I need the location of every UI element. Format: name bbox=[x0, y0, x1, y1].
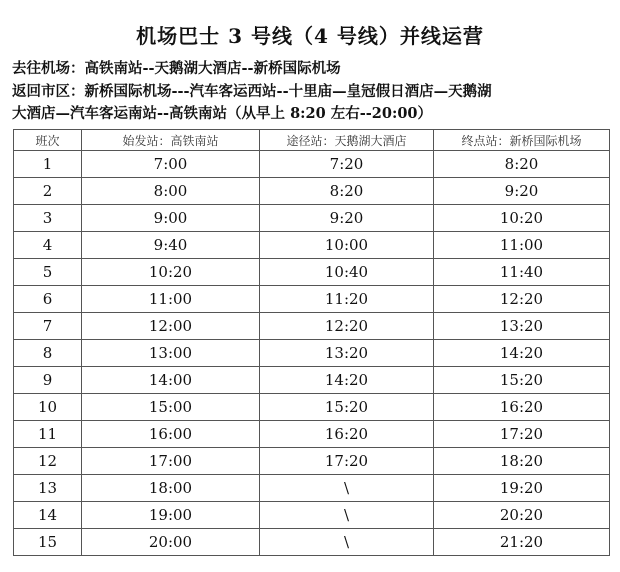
table-row bbox=[14, 232, 610, 259]
route-outbound: 去往机场：高铁南站--天鹅湖大酒店--新桥国际机场 bbox=[12, 60, 341, 77]
departure-time-cell: 18:00 bbox=[82, 475, 260, 502]
table-row bbox=[14, 448, 610, 475]
departure-time-cell: 8:00 bbox=[82, 178, 260, 205]
table-row bbox=[14, 502, 610, 529]
table-row bbox=[14, 529, 610, 556]
departure-time-cell: 17:00 bbox=[82, 448, 260, 475]
table-row bbox=[14, 259, 610, 286]
departure-time-cell: 16:00 bbox=[82, 421, 260, 448]
trip-number-cell: 6 bbox=[14, 286, 82, 313]
schedule-table bbox=[13, 129, 610, 556]
table-row bbox=[14, 205, 610, 232]
header-via-station: 途径站：天鹅湖大酒店 bbox=[260, 130, 434, 151]
arrival-time-cell: 21:20 bbox=[434, 529, 610, 556]
route-return-line-1: 返回市区：新桥国际机场---汽车客运西站--十里庙—皇冠假日酒店—天鹅湖 bbox=[12, 83, 492, 100]
table-row bbox=[14, 367, 610, 394]
table-row bbox=[14, 151, 610, 178]
arrival-time-cell: 11:00 bbox=[434, 232, 610, 259]
via-time-cell: 8:20 bbox=[260, 178, 434, 205]
arrival-time-cell: 10:20 bbox=[434, 205, 610, 232]
via-time-cell: \ bbox=[260, 475, 434, 502]
departure-time-cell: 15:00 bbox=[82, 394, 260, 421]
departure-time-cell: 14:00 bbox=[82, 367, 260, 394]
departure-time-cell: 7:00 bbox=[82, 151, 260, 178]
header-trip-number: 班次 bbox=[14, 130, 82, 151]
via-time-cell: 10:40 bbox=[260, 259, 434, 286]
departure-time-cell: 11:00 bbox=[82, 286, 260, 313]
trip-number-cell: 7 bbox=[14, 313, 82, 340]
table-row bbox=[14, 394, 610, 421]
trip-number-cell: 1 bbox=[14, 151, 82, 178]
departure-time-cell: 9:00 bbox=[82, 205, 260, 232]
via-time-cell: 10:00 bbox=[260, 232, 434, 259]
arrival-time-cell: 15:20 bbox=[434, 367, 610, 394]
trip-number-cell: 9 bbox=[14, 367, 82, 394]
departure-time-cell: 9:40 bbox=[82, 232, 260, 259]
departure-time-cell: 19:00 bbox=[82, 502, 260, 529]
arrival-time-cell: 11:40 bbox=[434, 259, 610, 286]
arrival-time-cell: 12:20 bbox=[434, 286, 610, 313]
trip-number-cell: 11 bbox=[14, 421, 82, 448]
departure-time-cell: 20:00 bbox=[82, 529, 260, 556]
via-time-cell: 9:20 bbox=[260, 205, 434, 232]
table-row bbox=[14, 340, 610, 367]
via-time-cell: 11:20 bbox=[260, 286, 434, 313]
page-title: 机场巴士 3 号线（4 号线）并线运营 bbox=[136, 24, 484, 48]
arrival-time-cell: 9:20 bbox=[434, 178, 610, 205]
trip-number-cell: 3 bbox=[14, 205, 82, 232]
trip-number-cell: 12 bbox=[14, 448, 82, 475]
via-time-cell: 16:20 bbox=[260, 421, 434, 448]
trip-number-cell: 4 bbox=[14, 232, 82, 259]
via-time-cell: \ bbox=[260, 502, 434, 529]
table-row bbox=[14, 421, 610, 448]
table-header-row bbox=[14, 130, 610, 151]
via-time-cell: \ bbox=[260, 529, 434, 556]
route-return-line-2: 大酒店—汽车客运南站--高铁南站（从早上 8:20 左右--20:00） bbox=[12, 105, 432, 122]
arrival-time-cell: 13:20 bbox=[434, 313, 610, 340]
trip-number-cell: 15 bbox=[14, 529, 82, 556]
via-time-cell: 13:20 bbox=[260, 340, 434, 367]
via-time-cell: 15:20 bbox=[260, 394, 434, 421]
trip-number-cell: 10 bbox=[14, 394, 82, 421]
table-row bbox=[14, 178, 610, 205]
schedule-body bbox=[14, 151, 610, 556]
via-time-cell: 14:20 bbox=[260, 367, 434, 394]
via-time-cell: 7:20 bbox=[260, 151, 434, 178]
trip-number-cell: 8 bbox=[14, 340, 82, 367]
via-time-cell: 17:20 bbox=[260, 448, 434, 475]
via-time-cell: 12:20 bbox=[260, 313, 434, 340]
arrival-time-cell: 14:20 bbox=[434, 340, 610, 367]
arrival-time-cell: 19:20 bbox=[434, 475, 610, 502]
table-row bbox=[14, 475, 610, 502]
departure-time-cell: 10:20 bbox=[82, 259, 260, 286]
header-origin-station: 始发站：高铁南站 bbox=[82, 130, 260, 151]
departure-time-cell: 12:00 bbox=[82, 313, 260, 340]
table-row bbox=[14, 313, 610, 340]
arrival-time-cell: 18:20 bbox=[434, 448, 610, 475]
trip-number-cell: 5 bbox=[14, 259, 82, 286]
arrival-time-cell: 17:20 bbox=[434, 421, 610, 448]
arrival-time-cell: 20:20 bbox=[434, 502, 610, 529]
arrival-time-cell: 8:20 bbox=[434, 151, 610, 178]
table-row bbox=[14, 286, 610, 313]
arrival-time-cell: 16:20 bbox=[434, 394, 610, 421]
trip-number-cell: 14 bbox=[14, 502, 82, 529]
header-terminal-station: 终点站：新桥国际机场 bbox=[434, 130, 610, 151]
departure-time-cell: 13:00 bbox=[82, 340, 260, 367]
trip-number-cell: 13 bbox=[14, 475, 82, 502]
trip-number-cell: 2 bbox=[14, 178, 82, 205]
